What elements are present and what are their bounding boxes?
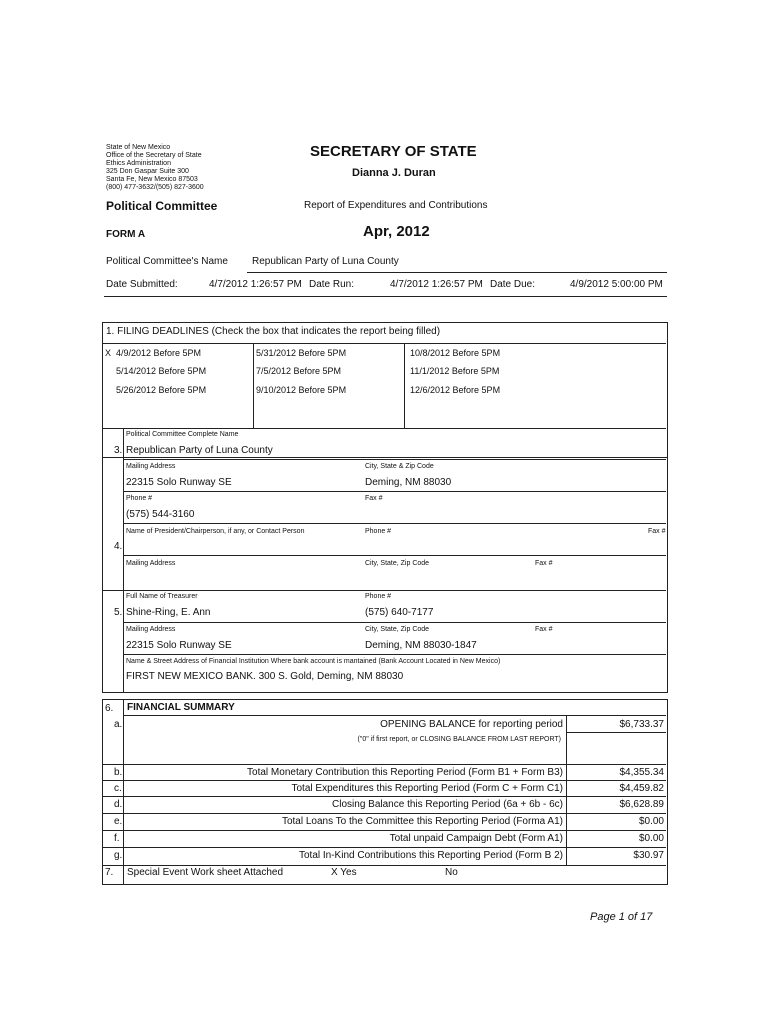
date-submitted: 4/7/2012 1:26:57 PM xyxy=(209,279,302,290)
deadline-option[interactable]: 12/6/2012 Before 5PM xyxy=(410,385,501,395)
field-label: Full Name of Treasurer xyxy=(126,593,198,600)
field-label: Name & Street Address of Financial Institution Where bank account is mantained (Bank Account Located in New Mexico) xyxy=(126,658,501,665)
row-value: $0.00 xyxy=(638,833,664,844)
row-label: Total Expenditures this Reporting Period (Form C + Form C1) xyxy=(291,783,563,794)
agency-line: Office of the Secretary of State xyxy=(106,152,202,159)
section-number: 7. xyxy=(105,867,114,878)
divider xyxy=(123,523,666,524)
divider xyxy=(102,847,666,848)
date-run: 4/7/2012 1:26:57 PM xyxy=(390,279,483,290)
field-label: Phone # xyxy=(365,528,392,535)
form-label: FORM A xyxy=(106,229,146,240)
row-value: $30.97 xyxy=(633,850,664,861)
row-letter: e. xyxy=(114,816,123,827)
agency-line: (800) 477-3632/(505) 827-3600 xyxy=(106,184,204,191)
date-due: 4/9/2012 5:00:00 PM xyxy=(570,279,663,290)
divider xyxy=(102,865,666,866)
row-label: Total In-Kind Contributions this Reporting Period (Form B 2) xyxy=(298,850,563,861)
phone-value: (575) 544-3160 xyxy=(126,509,195,520)
deadline-option[interactable]: 10/8/2012 Before 5PM xyxy=(410,348,501,358)
divider xyxy=(123,459,666,460)
row-value: $4,355.34 xyxy=(619,767,664,778)
bank-name-address: FIRST NEW MEXICO BANK. 300 S. Gold, Deming, NM 88030 xyxy=(126,671,404,682)
row-value: $0.00 xyxy=(638,816,664,827)
special-event-no[interactable]: No xyxy=(445,867,458,878)
row-letter: b. xyxy=(114,767,123,778)
divider xyxy=(566,715,567,866)
divider xyxy=(102,590,666,591)
deadline-option[interactable]: 4/9/2012 Before 5PM xyxy=(116,348,202,358)
field-label: Name of President/Chairperson, if any, or Contact Person xyxy=(126,528,305,535)
page-title: SECRETARY OF STATE xyxy=(310,143,477,160)
opening-balance-label: OPENING BALANCE for reporting period xyxy=(380,719,563,730)
treasurer-mailing: 22315 Solo Runway SE xyxy=(126,640,232,651)
field-label: Mailing Address xyxy=(126,560,176,567)
report-period: Apr, 2012 xyxy=(363,223,430,240)
field-label: City, State, Zip Code xyxy=(365,560,430,567)
row-value: $4,459.82 xyxy=(619,783,664,794)
divider xyxy=(247,272,667,273)
treasurer-name: Shine-Ring, E. Ann xyxy=(126,607,211,618)
divider xyxy=(123,555,666,556)
divider xyxy=(123,654,666,655)
divider xyxy=(404,343,405,428)
divider xyxy=(123,428,124,692)
row-letter: f. xyxy=(114,833,120,844)
row-label: Total Monetary Contribution this Reporting Period (Form B1 + Form B3) xyxy=(247,767,563,778)
field-label: Fax # xyxy=(535,626,553,633)
section-number: 3. xyxy=(114,445,123,456)
row-letter: g. xyxy=(114,850,123,861)
deadline-option[interactable]: 7/5/2012 Before 5PM xyxy=(256,366,342,376)
committee-name-label: Political Committee's Name xyxy=(106,256,228,267)
treasurer-city: Deming, NM 88030-1847 xyxy=(365,640,477,651)
special-event-yes[interactable]: X Yes xyxy=(331,867,357,878)
divider xyxy=(123,715,666,716)
divider xyxy=(123,622,666,623)
deadline-option[interactable]: 5/14/2012 Before 5PM xyxy=(116,366,207,376)
row-value: $6,628.89 xyxy=(619,799,664,810)
field-label: Fax # xyxy=(535,560,553,567)
field-label: Fax # xyxy=(365,495,383,502)
row-letter: c. xyxy=(114,783,122,794)
field-label: Mailing Address xyxy=(126,626,176,633)
date-submitted-label: Date Submitted: xyxy=(106,279,178,290)
mailing-address: 22315 Solo Runway SE xyxy=(126,477,232,488)
filing-deadlines-heading: 1. FILING DEADLINES (Check the box that indicates the report being filled) xyxy=(106,326,441,337)
special-event-label: Special Event Work sheet Attached xyxy=(127,867,284,878)
committee-name: Republican Party of Luna County xyxy=(252,256,399,267)
section-number: 6. xyxy=(105,703,114,714)
official-name: Dianna J. Duran xyxy=(352,167,436,179)
field-label: Political Committee Complete Name xyxy=(126,431,239,438)
opening-balance-note: ("0" if first report, or CLOSING BALANCE FROM LAST REPORT) xyxy=(357,736,561,743)
deadline-checkmark[interactable]: X xyxy=(105,348,112,358)
row-letter: d. xyxy=(114,799,123,810)
divider xyxy=(102,830,666,831)
opening-balance-value: $6,733.37 xyxy=(619,719,664,730)
field-label: City, State & Zip Code xyxy=(365,463,434,470)
row-label: Total Loans To the Committee this Reporting Period (Forma A1) xyxy=(281,816,563,827)
row-letter: a. xyxy=(114,719,123,730)
divider xyxy=(123,491,666,492)
section-number: 4. xyxy=(114,541,123,552)
divider xyxy=(102,796,666,797)
field-label: City, State, Zip Code xyxy=(365,626,430,633)
divider xyxy=(104,296,667,297)
financial-summary-heading: FINANCIAL SUMMARY xyxy=(127,702,235,713)
committee-complete-name: Republican Party of Luna County xyxy=(126,445,273,456)
deadline-option[interactable]: 5/31/2012 Before 5PM xyxy=(256,348,347,358)
agency-line: Ethics Administration xyxy=(106,160,171,167)
page-number: Page 1 of 17 xyxy=(590,911,653,923)
agency-line: 325 Don Gaspar Suite 300 xyxy=(106,168,189,175)
agency-line: Santa Fe, New Mexico 87503 xyxy=(106,176,198,183)
section-number: 5. xyxy=(114,607,123,618)
divider xyxy=(123,699,124,884)
field-label: Phone # xyxy=(126,495,153,502)
divider xyxy=(102,343,666,344)
deadline-option[interactable]: 11/1/2012 Before 5PM xyxy=(410,366,500,376)
divider xyxy=(253,343,254,428)
field-label: Phone # xyxy=(365,593,392,600)
agency-address xyxy=(106,144,204,192)
row-label: Closing Balance this Reporting Period (6a + 6b - 6c) xyxy=(332,799,563,810)
divider xyxy=(102,764,666,765)
committee-type: Political Committee xyxy=(106,199,218,213)
field-label: Mailing Address xyxy=(126,463,176,470)
treasurer-phone: (575) 640-7177 xyxy=(365,607,434,618)
date-run-label: Date Run: xyxy=(309,279,355,290)
divider xyxy=(102,813,666,814)
field-label: Fax # xyxy=(648,528,666,535)
report-title: Report of Expenditures and Contributions xyxy=(304,200,488,211)
city-state-zip: Deming, NM 88030 xyxy=(365,477,452,488)
divider xyxy=(566,732,666,733)
agency-line: State of New Mexico xyxy=(106,144,171,151)
date-due-label: Date Due: xyxy=(490,279,536,290)
divider xyxy=(102,780,666,781)
row-label: Total unpaid Campaign Debt (Form A1) xyxy=(389,833,563,844)
deadline-option[interactable]: 5/26/2012 Before 5PM xyxy=(116,385,207,395)
deadline-option[interactable]: 9/10/2012 Before 5PM xyxy=(256,385,347,395)
